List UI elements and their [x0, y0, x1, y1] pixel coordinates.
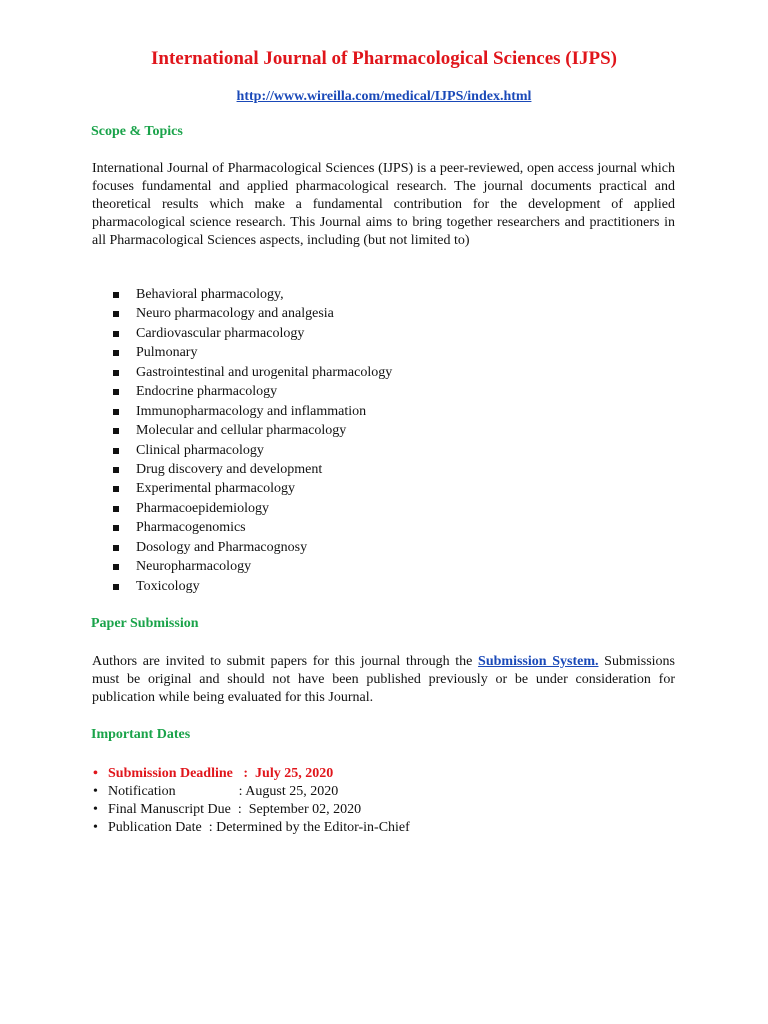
square-bullet-icon: [113, 564, 119, 570]
topic-item: [108, 538, 392, 557]
date-item: [93, 819, 410, 837]
topic-label: Neuro pharmacology and analgesia: [136, 306, 334, 322]
topic-label: Pulmonary: [136, 345, 198, 361]
square-bullet-icon: [113, 448, 119, 454]
topic-item: [108, 304, 392, 323]
topic-label: Behavioral pharmacology,: [136, 287, 284, 302]
square-bullet-icon: [113, 525, 119, 531]
topic-label: Immunopharmacology and inflammation: [136, 403, 367, 419]
date-label: Submission Deadline: [108, 766, 233, 781]
square-bullet-icon: [113, 428, 119, 434]
topic-label: Drug discovery and development: [136, 461, 323, 477]
journal-url: [0, 89, 768, 105]
square-bullet-icon: [113, 350, 119, 356]
date-item: [93, 801, 410, 819]
square-bullet-icon: [113, 545, 119, 551]
submission-text-before: Authors are invited to submit papers for this journal through the: [92, 654, 479, 669]
square-bullet-icon: [113, 370, 119, 376]
bullet-icon: •: [93, 766, 98, 781]
scope-intro: International Journal of Pharmacological Sciences (IJPS) is a peer-reviewed, open access journal which focuses fundamental and applied pharmacological research. The journal documents practical and theoretical results which make a fundamental contribution for the development of applied pharmacological science research. This Journal aims to bring together researchers and practitioners in all Pharmacological Sciences aspects, including (but not limited to): [92, 161, 675, 248]
date-separator: :: [232, 766, 256, 781]
submission-paragraph: [92, 653, 675, 707]
bullet-icon: •: [93, 802, 98, 817]
topic-item: [108, 324, 392, 343]
topics-list: [108, 285, 392, 596]
date-value: September 02, 2020: [248, 802, 362, 817]
topic-item: [108, 518, 392, 537]
topic-label: Cardiovascular pharmacology: [136, 325, 305, 341]
square-bullet-icon: [113, 506, 119, 512]
square-bullet-icon: [113, 311, 119, 317]
submission-heading: Paper Submission: [91, 616, 199, 631]
topic-item: [108, 363, 392, 382]
square-bullet-icon: [113, 486, 119, 492]
submission-system-link[interactable]: Submission System.: [478, 654, 599, 669]
topic-item: [108, 460, 392, 479]
date-label: Notification: [108, 784, 176, 799]
date-item: [93, 783, 410, 801]
square-bullet-icon: [113, 292, 119, 298]
topic-item: [108, 577, 392, 596]
topic-label: Gastrointestinal and urogenital pharmacology: [136, 364, 393, 380]
date-value: Determined by the Editor-in-Chief: [216, 820, 410, 835]
date-separator: :: [201, 820, 217, 835]
date-value: August 25, 2020: [245, 784, 339, 799]
important-dates-list: [93, 765, 410, 837]
topic-item: [108, 285, 392, 304]
submission-text-after: Submissions must be original and should not have been published previously or be under consideration for publication while being evaluated for this Journal.: [92, 654, 675, 705]
topic-label: Toxicology: [136, 578, 200, 594]
topic-label: Neuropharmacology: [136, 559, 252, 575]
topic-item: [108, 421, 392, 440]
square-bullet-icon: [113, 389, 119, 395]
square-bullet-icon: [113, 467, 119, 473]
topic-item: [108, 402, 392, 421]
bullet-icon: •: [93, 820, 98, 835]
topic-label: Molecular and cellular pharmacology: [136, 423, 347, 439]
date-item: [93, 765, 410, 783]
topic-item: [108, 557, 392, 576]
topic-item: [108, 441, 392, 460]
topic-item: [108, 499, 392, 518]
topic-label: Pharmacoepidemiology: [136, 500, 269, 516]
topic-label: Endocrine pharmacology: [136, 384, 278, 400]
topic-label: Pharmacogenomics: [136, 520, 246, 536]
topic-label: Experimental pharmacology: [136, 481, 295, 497]
scope-heading: Scope & Topics: [91, 124, 183, 139]
date-label: Final Manuscript Due: [108, 802, 231, 817]
date-value: July 25, 2020: [255, 766, 334, 781]
square-bullet-icon: [113, 584, 119, 590]
topic-label: Clinical pharmacology: [136, 442, 264, 458]
date-separator: :: [175, 784, 246, 799]
journal-url-link[interactable]: http://www.wireilla.com/medical/IJPS/index.html: [236, 89, 532, 104]
topic-item: [108, 343, 392, 362]
bullet-icon: •: [93, 784, 98, 799]
square-bullet-icon: [113, 409, 119, 415]
topic-item: [108, 382, 392, 401]
date-separator: :: [230, 802, 249, 817]
journal-title: International Journal of Pharmacological Sciences (IJPS): [151, 48, 617, 69]
date-label: Publication Date: [108, 820, 202, 835]
square-bullet-icon: [113, 331, 119, 337]
topic-item: [108, 479, 392, 498]
topic-label: Dosology and Pharmacognosy: [136, 539, 308, 555]
dates-heading: Important Dates: [91, 727, 191, 742]
